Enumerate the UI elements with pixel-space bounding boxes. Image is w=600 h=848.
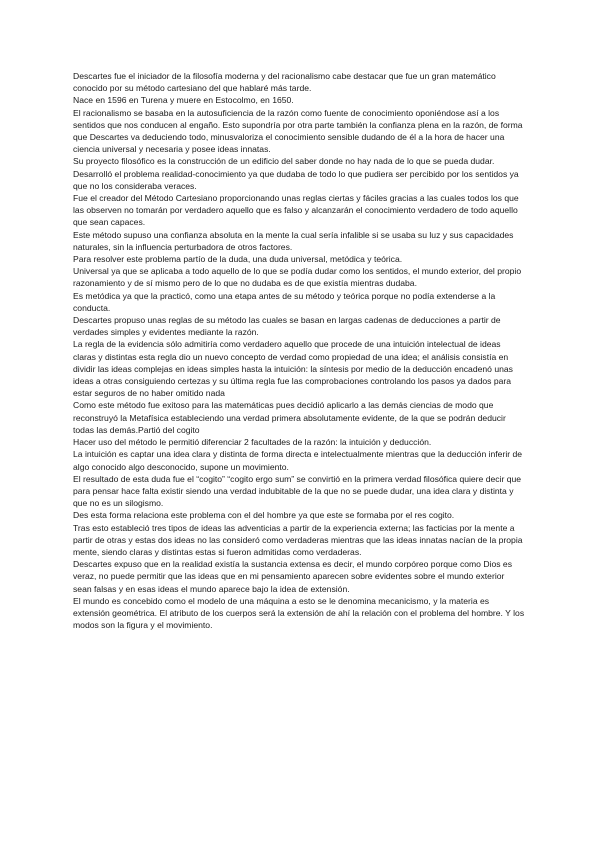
- paragraph: La intuición es captar una idea clara y distinta de forma directa e intelectualmente mientras que la deducción inferir de algo conocido algo desconocido, supone un movimiento.: [73, 449, 523, 472]
- paragraph: El resultado de esta duda fue el “cogito” “cogito ergo sum” se convirtió en la primera verdad filosófica quiere decir que para pensar hace falta existir siendo una verdad indubitable de la que no se puede dudar, una idea clara y distinta y que no es un silogismo.: [73, 473, 522, 509]
- paragraph: Su proyecto filosófico es la construcción de un edificio del saber donde no hay nada de lo que se pueda dudar.: [73, 156, 495, 167]
- paragraph: Como este método fue exitoso para las matemáticas pues decidió aplicarlo a las demás ciencias de modo que reconstruyó la Metafísica estableciendo una verdad primera absolutamente evidente, de la que se podrán deducir todas las demás.Partió del cogito: [73, 400, 506, 435]
- paragraph: Fue el creador del Método Cartesiano proporcionando unas reglas ciertas y fáciles gracias a las cuales todos los que las observen no tomarán por verdadero aquello que es falso y alcanzarán el conocimiento verdadero de todo aquello que sean capaces.: [73, 193, 519, 228]
- document-body: [73, 70, 525, 631]
- paragraph: Este método supuso una confianza absoluta en la mente la cual sería infalible si se usaba su luz y sus capacidades naturales, sin la influencia perturbadora de otros factores.: [73, 229, 514, 252]
- paragraph: Descartes propuso unas reglas de su método las cuales se basan en largas cadenas de deducciones a partir de verdades simples y evidentes mediante la razón.: [73, 315, 501, 338]
- paragraph: Para resolver este problema partío de la duda, una duda universal, metódica y teórica.: [73, 254, 403, 265]
- paragraph: La regla de la evidencia sólo admitiría como verdadero aquello que procede de una intuición intelectual de ideas claras y distintas esta regla dio un nuevo concepto de verdad como propiedad de una idea; el análisis consistía en dividir las ideas complejas en ideas simples hasta la intuición: la síntesis por medio de la deducción encadenó unas ideas a otras consiguiendo certezas y su última regla fue las comprobaciones controlando los pasos ya dados para estar seguros de no haber omitido nada: [73, 339, 513, 399]
- paragraph: Tras esto estableció tres tipos de ideas las adventicias a partir de la experiencia externa; las facticias por la mente a partir de otras y estas dos ideas no las consideró como verdaderas mientras que las ideas innatas nacían de la propia mente, siendo claras y distintas estas si fueron admitidas como verdaderas.: [73, 522, 523, 557]
- paragraph: Descartes expuso que en la realidad existía la sustancia extensa es decir, el mundo corpóreo porque como Dios es veraz, no puede permitir que las ideas que en mi pensamiento aparecen sobre evidentes sobre el mundo exterior sean falsas y en esas ideas el mundo aparece bajo la idea de extensión.: [73, 559, 513, 594]
- paragraph: El mundo es concebido como el modelo de una máquina a esto se le denomina mecanicismo, y la materia es extensión geométrica. El atributo de los cuerpos será la extensión de ahí la relación con el problema del hombre. Y los modos son la figura y el movimiento.: [73, 595, 525, 631]
- paragraph: Hacer uso del método le permitió diferenciar 2 facultades de la razón: la intuición y deducción.: [73, 437, 432, 448]
- paragraph: El racionalismo se basaba en la autosuficiencia de la razón como fuente de conocimiento oponiéndose así a los sentidos que nos conducen al engaño. Esto supondría por otra parte también la confianza plena en la razón, de forma que Descartes va deduciendo todo, minusvaloriza el conocimiento sensible dudando de él a la hora de hacer una ciencia universal y necesaria y posee ideas innatas.: [73, 107, 523, 155]
- paragraph: Descartes fue el iniciador de la filosofía moderna y del racionalismo cabe destacar que fue un gran matemático conocido por su método cartesiano del que hablaré más tarde.: [73, 71, 496, 94]
- paragraph: Es metódica ya que la practicó, como una etapa antes de su método y teórica porque no podía extenderse a la conducta.: [73, 290, 496, 313]
- paragraph: Nace en 1596 en Turena y muere en Estocolmo, en 1650.: [73, 95, 294, 106]
- paragraph: Desarrolló el problema realidad-conocimiento ya que dudaba de todo lo que pudiera ser percibido por los sentidos ya que no los consideraba veraces.: [73, 168, 519, 191]
- paragraph: Des esta forma relaciona este problema con el del hombre ya que este se formaba por el res cogito.: [73, 510, 455, 521]
- paragraph: Universal ya que se aplicaba a todo aquello de lo que se podía dudar como los sentidos, el mundo exterior, del propio razonamiento y de sí mismo pero de lo que no dudaba es de que existía mientras dudaba.: [73, 266, 522, 289]
